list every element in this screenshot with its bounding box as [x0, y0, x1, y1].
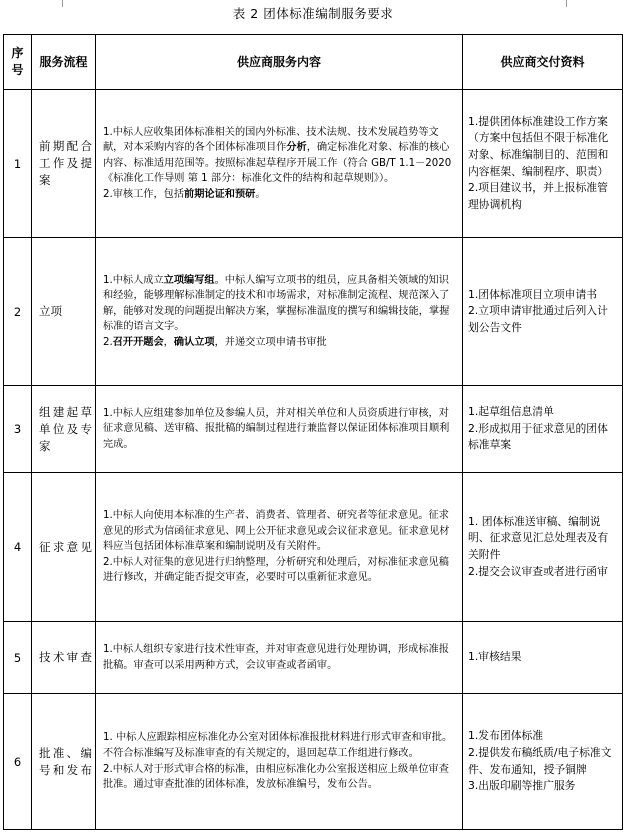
content-text: 1.中标人成立: [103, 274, 164, 286]
row-no: 2: [4, 238, 32, 386]
deliverable-item: 2.形成拟用于征求意见的团体标准草案: [468, 421, 608, 452]
table-row: [4, 90, 623, 238]
deliverable-item: 2.项目建议书，并上报标准管理协调机构: [468, 181, 608, 211]
content-text: 1.中标人组织专家进行技术性审查，并对审查意见进行处理协调，形成标准报批稿。审查可以采用两种方式，会议审查或者函审。: [103, 643, 449, 671]
row-flow: 组建起草单位及专家: [32, 386, 96, 473]
deliverable-item: 2.立项申请审批通过后列入计划公告文件: [468, 304, 608, 334]
header-flow: 服务流程: [32, 35, 96, 90]
content-text: 2.: [103, 336, 113, 348]
table-row: [4, 238, 623, 386]
deliverable-item: 1.发布团体标准: [468, 729, 544, 743]
content-text: ，确定标准化对象、标准的核心内容、标准适用范围等。按照标准起草程序开展工作（符合 GB/T 1.1－2020《标准化工作导则 第 1 部分：标准化文件的结构和起草规则》）。: [103, 142, 452, 185]
content-emphasis: 召开开题会: [112, 336, 164, 348]
content-emphasis: 前期论证和预研: [184, 188, 256, 200]
content-text: ，: [163, 336, 174, 348]
content-text: 1.中标人应收集团体标准相关的国内外标准、技术法规、技术发展趋势等文献，对本采购内容的各个团体标准项目作: [103, 126, 439, 154]
row-deliverables: [463, 238, 623, 386]
content-text: 2.中标人对于形式审合格的标准，由相应标准化办公室报送相应上级单位审查批准。通过审查批准的团体标准，发放标准编号，发布公告。: [103, 763, 449, 791]
content-emphasis: 确认立项: [173, 336, 215, 348]
row-no: 4: [4, 473, 32, 622]
table-row: [4, 473, 623, 622]
deliverable-item: 1.审核结果: [468, 650, 522, 664]
row-deliverables: [463, 473, 623, 622]
row-no: 6: [4, 694, 32, 830]
content-text: 1. 中标人应跟踪相应标准化办公室对团体标准报批材料进行形式审查和审批。不符合标准编写及标准审查的有关规定的，退回起草工作组进行修改。: [103, 732, 453, 759]
row-content: [96, 90, 463, 238]
table-row: [4, 622, 623, 694]
row-deliverables: [463, 90, 623, 238]
row-content: [96, 622, 463, 694]
deliverable-item: 2.提供发布稿纸质/电子标准文件、发布通知，授予铜牌: [468, 745, 612, 776]
table-caption: 表 2 团体标准编制服务要求: [232, 6, 394, 21]
deliverable-item: 1. 团体标准送审稿、编制说明、征求意见汇总处理表及有关附件: [468, 514, 609, 561]
table-row: [4, 386, 623, 473]
content-text: 2.中标人对征集的意见进行归纳整理，分析研究和处理后，对标准征求意见稿进行修改，并确定能否提交审查，必要时可以重新征求意见。: [103, 556, 449, 584]
row-content: [96, 694, 463, 830]
row-content: [96, 238, 463, 386]
deliverable-item: 1.提供团体标准建设工作方案（方案中包括但不限于标准化对象、标准编制目的、范围和内容框架、编制程序、职责）: [468, 114, 609, 178]
row-content: [96, 473, 463, 622]
deliverable-item: 2.提交会议审查或者进行函审: [468, 564, 608, 578]
row-flow: 征求意见: [32, 473, 96, 622]
row-no: 3: [4, 386, 32, 473]
row-deliverables: [463, 622, 623, 694]
content-emphasis: 分析: [286, 142, 307, 154]
row-deliverables: [463, 694, 623, 830]
row-content: [96, 386, 463, 473]
content-text: 2.审核工作，包括: [103, 188, 185, 200]
row-deliverables: [463, 386, 623, 473]
content-emphasis: 立项编写组: [163, 274, 215, 286]
header-deliverables: 供应商交付资料: [463, 35, 623, 90]
service-requirements-table: [3, 34, 623, 830]
content-text: 。: [255, 188, 266, 200]
header-row: [4, 35, 623, 90]
row-flow: 技术审查: [32, 622, 96, 694]
row-flow: 立项: [32, 238, 96, 386]
row-flow: 前期配合工作及提案: [32, 90, 96, 238]
content-text: 1.中标人应组建参加单位及参编人员，并对相关单位和人员资质进行审核，对征求意见稿、送审稿、报批稿的编制过程进行兼监督以保证团体标准项目顺利完成。: [103, 407, 450, 450]
deliverable-item: 3.出版印刷等推广服务: [468, 779, 576, 793]
header-no: 序号: [4, 35, 32, 90]
deliverable-item: 1.团体标准项目立项申请书: [468, 287, 598, 301]
content-text: ，并递交立项申请书审批: [214, 336, 327, 348]
content-text: 。中标人编写立项书的组员，应具备相关领域的知识和经验，能够理解标准制定的技术和市场需求，对标准制定流程、规范深入了解，能够对发现的问题提出解决方案，掌握标准温度的撰写和编辑技能，掌握标准的语言文字。: [103, 274, 450, 333]
row-no: 5: [4, 622, 32, 694]
content-text: 1.中标人向使用本标准的生产者、消费者、管理者、研究者等征求意见。征求意见的形式为信函征求意见、网上公开征求意见或会议征求意见。征求意见材料应当包括团体标准草案和编制说明及有关附件。: [103, 510, 450, 553]
row-no: 1: [4, 90, 32, 238]
table-row: [4, 694, 623, 830]
header-content: 供应商服务内容: [96, 35, 463, 90]
row-flow: 批准、编号和发布: [32, 694, 96, 830]
deliverable-item: 1.起草组信息清单: [468, 405, 554, 419]
